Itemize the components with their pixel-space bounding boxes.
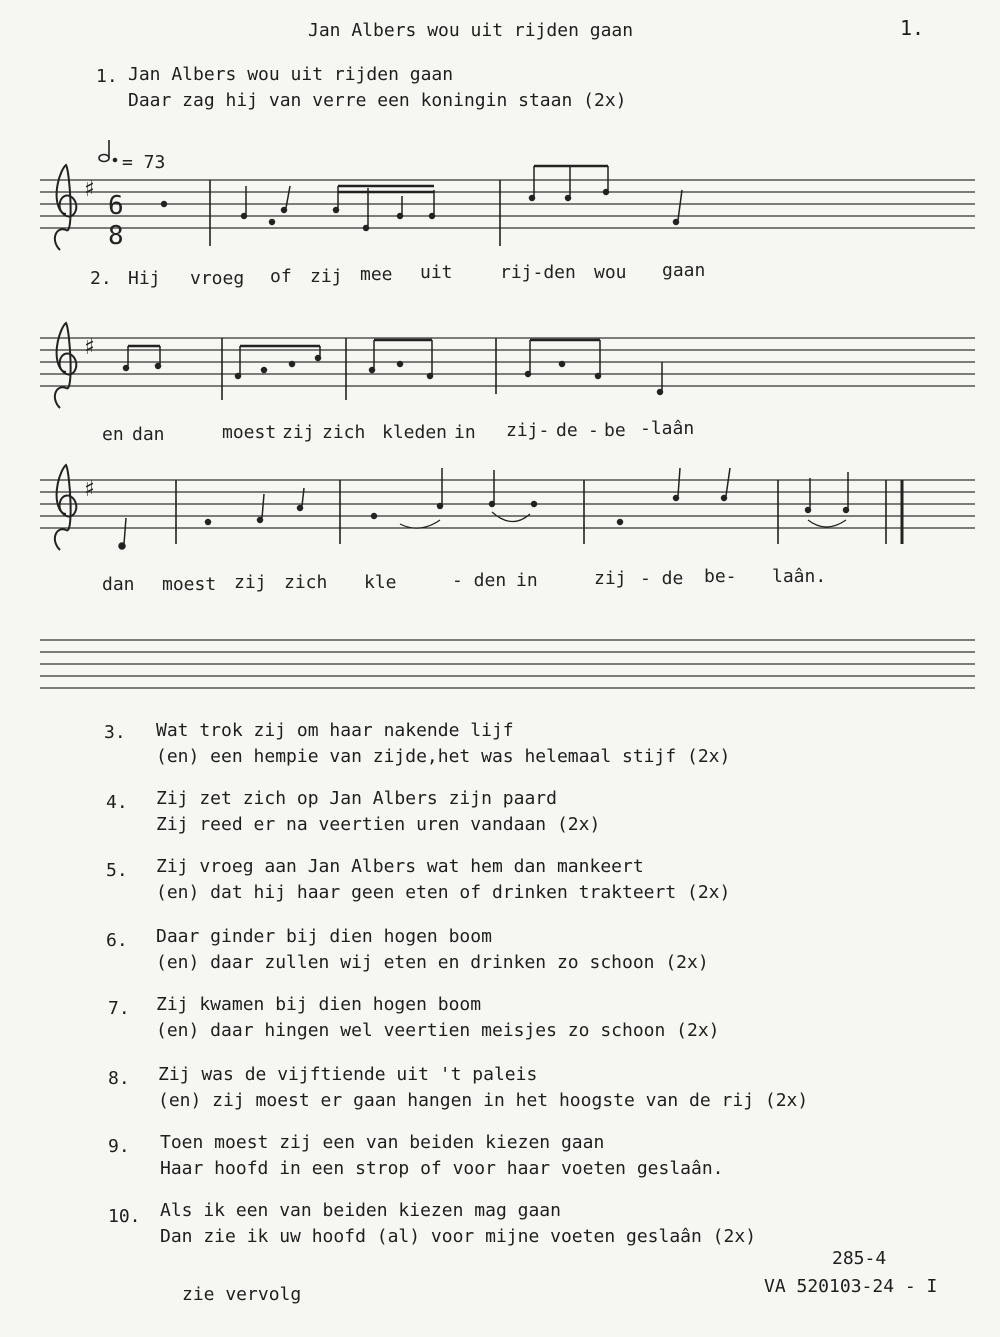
time-signature-top: 6 — [108, 191, 124, 221]
lyric-syllable: kleden — [382, 422, 448, 443]
lyric-syllable: zij — [282, 422, 315, 443]
lyric-syllable: moest — [222, 422, 277, 443]
verse-line: (en) daar hingen wel veertien meisjes zo schoon (2x) — [156, 1020, 720, 1041]
verse-number: 8. — [108, 1068, 130, 1089]
lyric-syllable: - de — [640, 568, 684, 589]
verse-number: 9. — [108, 1136, 130, 1157]
lyric-syllable: mee — [360, 264, 393, 285]
lyric-syllable: -laân — [640, 418, 695, 439]
verse-line: Haar hoofd in een strop of voor haar voeten geslaân. — [160, 1158, 724, 1179]
verse-line: Dan zie ik uw hoofd (al) voor mijne voeten geslaân (2x) — [160, 1226, 757, 1247]
svg-text:♯: ♯ — [84, 177, 95, 202]
verse-line: Zij was de vijftiende uit 't paleis — [158, 1064, 538, 1085]
verse-line: Daar ginder bij dien hogen boom — [156, 926, 492, 947]
catalog-code-short: 285-4 — [832, 1248, 887, 1269]
lyric-syllable: dan — [102, 574, 135, 595]
lyric-syllable: be- — [704, 566, 737, 587]
verse-line: Zij zet zich op Jan Albers zijn paard — [156, 788, 557, 809]
verse-line: Zij kwamen bij dien hogen boom — [156, 994, 482, 1015]
verse-line: Toen moest zij een van beiden kiezen gaan — [160, 1132, 605, 1153]
lyric-syllable: zij- — [506, 420, 550, 441]
lyric-syllable: in — [516, 570, 538, 591]
svg-text:♯: ♯ — [84, 477, 95, 502]
lyric-syllable: gaan — [662, 260, 706, 281]
lyric-syllable: rij-den — [500, 262, 576, 283]
song-title: Jan Albers wou uit rijden gaan — [308, 20, 634, 41]
verse-line: Jan Albers wou uit rijden gaan — [128, 64, 454, 85]
verse-line: (en) dat hij haar geen eten of drinken trakteert (2x) — [156, 882, 731, 903]
lyric-syllable: zij — [310, 266, 343, 287]
lyric-syllable: de — [556, 420, 578, 441]
verse-number: 1. — [96, 66, 118, 87]
verse-line: (en) zij moest er gaan hangen in het hoogste van de rij (2x) — [158, 1090, 809, 1111]
lyric-syllable: zij — [594, 568, 627, 589]
page-number: 1. — [900, 16, 925, 40]
verse-line: (en) een hempie van zijde,het was helemaal stijf (2x) — [156, 746, 731, 767]
lyric-syllable: zich — [322, 422, 366, 443]
lyric-syllable: in — [454, 422, 476, 443]
lyric-syllable: zich — [284, 572, 328, 593]
verse-line: (en) daar zullen wij eten en drinken zo schoon (2x) — [156, 952, 709, 973]
verse-number: 4. — [106, 792, 128, 813]
lyric-syllable: - — [588, 420, 599, 441]
verse-number: 5. — [106, 860, 128, 881]
lyric-syllable: wou — [594, 262, 627, 283]
lyric-syllable: zij — [234, 572, 267, 593]
time-signature-bottom: 8 — [108, 221, 124, 251]
continued-note: zie vervolg — [182, 1284, 302, 1305]
tempo-marking: = 73 — [122, 152, 166, 173]
lyric-syllable: uit — [420, 262, 453, 283]
verse-line: Zij reed er na veertien uren vandaan (2x) — [156, 814, 601, 835]
verse-line: Wat trok zij om haar nakende lijf — [156, 720, 514, 741]
lyric-syllable: moest — [162, 574, 217, 595]
lyric-syllable: - den — [452, 570, 507, 591]
verse-number: 7. — [108, 998, 130, 1019]
catalog-code-full: VA 520103-24 - I — [764, 1276, 938, 1297]
lyric-syllable: of — [270, 266, 292, 287]
lyric-syllable: laân. — [772, 566, 827, 587]
verse-line: Als ik een van beiden kiezen mag gaan — [160, 1200, 561, 1221]
lyric-syllable: en — [102, 424, 124, 445]
verse-line: Daar zag hij van verre een koningin staan (2x) — [128, 90, 627, 111]
lyric-syllable: vroeg — [190, 268, 245, 289]
lyric-syllable: Hij — [128, 268, 161, 289]
svg-text:♯: ♯ — [84, 335, 95, 360]
verse-number: 10. — [108, 1206, 141, 1227]
verse-number: 6. — [106, 930, 128, 951]
lyric-syllable: 2. — [90, 268, 112, 289]
verse-number: 3. — [104, 722, 126, 743]
lyric-syllable: dan — [132, 424, 165, 445]
lyric-syllable: kle — [364, 572, 397, 593]
verse-line: Zij vroeg aan Jan Albers wat hem dan mankeert — [156, 856, 644, 877]
lyric-syllable: be — [604, 420, 626, 441]
